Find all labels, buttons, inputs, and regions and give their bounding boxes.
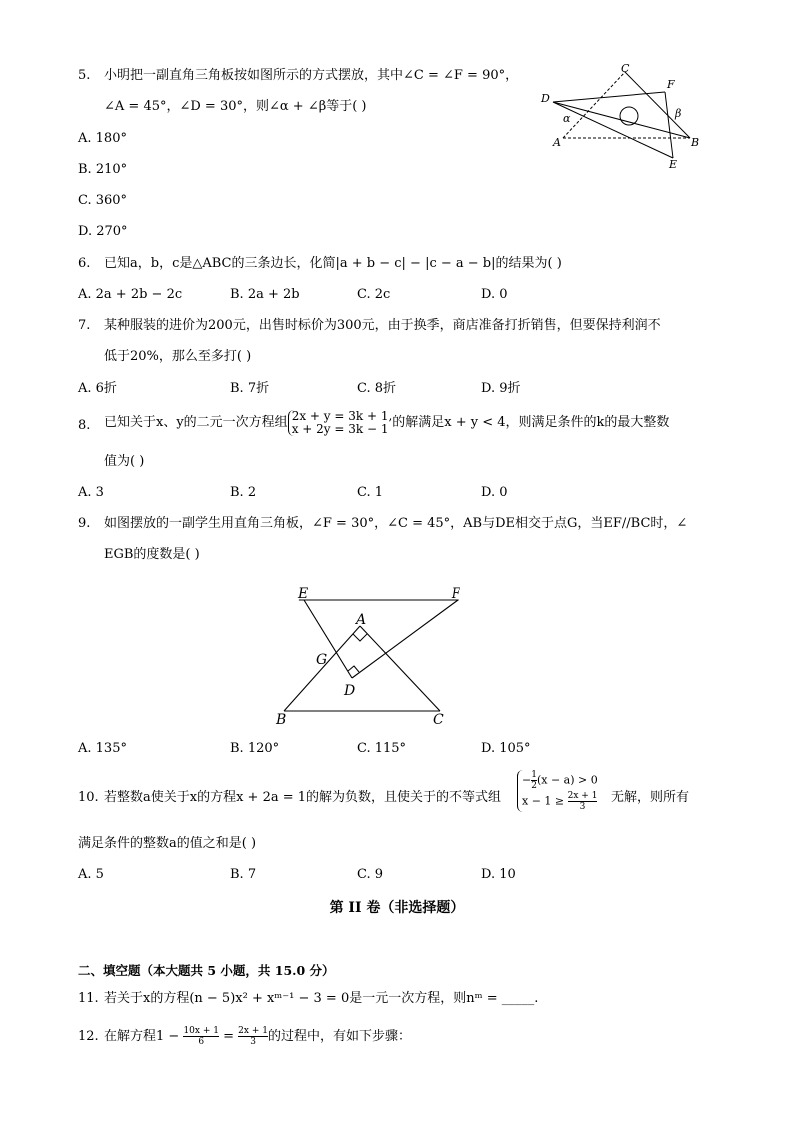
q5-line-c-b — [625, 72, 690, 138]
q12-stem-pre: 在解方程1 − — [104, 1029, 180, 1044]
q9-option-b[interactable]: B. 120° — [230, 741, 280, 756]
q6-stem: 已知a，b，c是△ABC的三条边长，化简|a + b − c| − |c − a − b|的结果为( ) — [104, 256, 562, 271]
q10-inequality-2 — [522, 791, 598, 812]
q7-option-b[interactable]: B. 7折 — [230, 381, 270, 396]
q5-label-alpha: α — [563, 112, 571, 125]
q12-fraction-1 — [183, 1026, 219, 1047]
q10-ineq2-frac-num: 2x + 1 — [567, 791, 598, 801]
q12-number: 12. — [78, 1029, 99, 1044]
q12-stem — [104, 1022, 411, 1052]
q8-option-d[interactable]: D. 0 — [481, 485, 508, 500]
q9-label-f: F — [451, 586, 460, 603]
q12-frac2-num: 2x + 1 — [238, 1026, 268, 1036]
q5-line-f-e — [665, 92, 673, 158]
q10-stem-pre: 若整数a使关于x的方程x + 2a = 1的解为负数，且使关于的不等式组 — [104, 790, 502, 805]
q5-label-c: C — [621, 62, 630, 75]
q6-option-a[interactable]: A. 2a + 2b − 2c — [78, 287, 183, 302]
q9-label-d: D — [344, 683, 356, 699]
q10-ineq1-frac-den: 2 — [531, 781, 537, 791]
q8-number: 8. — [78, 418, 91, 433]
q10-option-d[interactable]: D. 10 — [481, 867, 516, 882]
q5-number: 5. — [78, 68, 91, 83]
q8-stem-line1 — [104, 407, 669, 439]
q5-label-b: B — [691, 136, 700, 149]
q9-option-c[interactable]: C. 115° — [357, 741, 407, 756]
q12-frac1-num: 10x + 1 — [183, 1026, 219, 1036]
q5-line-a-c — [563, 72, 625, 138]
q9-line-d-f — [352, 600, 458, 678]
q10-inequality-1 — [522, 770, 598, 791]
section2-title: 二、填空题（本大题共 5 小题，共 15.0 分） — [78, 963, 335, 978]
q7-option-d[interactable]: D. 9折 — [481, 381, 521, 396]
q9-figure — [270, 582, 460, 732]
q8-option-a[interactable]: A. 3 — [78, 485, 104, 500]
q9-option-d[interactable]: D. 105° — [481, 741, 531, 756]
q12-stem-post: 的过程中，有如下步骤： — [267, 1029, 411, 1044]
q6-option-d[interactable]: D. 0 — [481, 287, 508, 302]
q7-number: 7. — [78, 318, 91, 333]
q8-equation-system — [288, 410, 393, 436]
q9-label-g: G — [316, 652, 328, 668]
q5-label-d: D — [541, 92, 550, 105]
q10-ineq1-post: (x − a) > 0 — [536, 773, 598, 787]
q9-label-c: C — [433, 712, 444, 728]
q9-stem-line2: EGB的度数是( ) — [104, 547, 200, 562]
q10-option-c[interactable]: C. 9 — [357, 867, 384, 882]
q9-right-angle-d — [348, 666, 359, 672]
q10-stem-post: 无解，则所有 — [611, 790, 690, 805]
q10-ineq1-frac-num: 1 — [531, 770, 537, 780]
q9-label-a: A — [356, 612, 367, 628]
q5-label-beta: β — [675, 107, 682, 120]
q5-line-d-f — [553, 92, 665, 102]
q10-ineq2-pre: x − 1 ≥ — [522, 794, 565, 808]
q12-fraction-2 — [238, 1026, 268, 1047]
q7-option-c[interactable]: C. 8折 — [357, 381, 397, 396]
q11-stem: 若关于x的方程(n − 5)x² + xᵐ⁻¹ − 3 = 0是一元一次方程，则nᵐ = _____. — [104, 991, 539, 1006]
q8-stem-post: 的解满足x + y < 4，则满足条件的k的最大整数 — [392, 415, 670, 430]
part2-title: 第 II 卷（非选择题） — [329, 900, 465, 916]
q6-number: 6. — [78, 256, 91, 271]
q5-option-d[interactable]: D. 270° — [78, 224, 128, 239]
q9-line-a-c — [360, 626, 440, 711]
q5-label-f: F — [667, 78, 675, 91]
q8-stem-pre: 已知关于x、y的二元一次方程组 — [104, 415, 288, 430]
q12-frac1-den: 6 — [183, 1036, 219, 1047]
q9-label-e: E — [298, 586, 309, 602]
q11-number: 11. — [78, 991, 99, 1006]
q5-stem-line2: ∠A = 45°，∠D = 30°，则∠α + ∠β等于( ) — [104, 99, 367, 114]
q8-option-b[interactable]: B. 2 — [230, 485, 257, 500]
q5-label-e: E — [669, 158, 678, 171]
q8-equation-1: 2x + y = 3k + 1, — [291, 408, 393, 423]
q8-stem-line2: 值为( ) — [104, 454, 145, 469]
q10-stem-line2: 满足条件的整数a的值之和是( ) — [78, 836, 257, 851]
q12-equals: = — [223, 1029, 235, 1044]
q5-figure — [535, 62, 705, 174]
q7-stem-line2: 低于20%，那么至多打( ) — [104, 349, 252, 364]
q9-label-b: B — [276, 712, 287, 728]
q6-option-b[interactable]: B. 2a + 2b — [230, 287, 300, 302]
q9-right-angle-a — [353, 634, 367, 641]
q5-label-a: A — [553, 136, 561, 149]
q10-inequality-system — [517, 770, 598, 812]
q9-line-e-d — [304, 600, 352, 678]
q8-option-c[interactable]: C. 1 — [357, 485, 384, 500]
q6-option-c[interactable]: C. 2c — [357, 287, 391, 302]
q10-ineq1-sign: − — [522, 773, 532, 787]
q10-option-a[interactable]: A. 5 — [78, 867, 104, 882]
q5-option-a[interactable]: A. 180° — [78, 131, 127, 146]
q10-number: 10. — [78, 790, 99, 805]
q9-option-a[interactable]: A. 135° — [78, 741, 127, 756]
q7-stem-line1: 某种服装的进价为200元，出售时标价为300元，由于换季，商店准备打折销售，但要保持利润不 — [104, 318, 661, 333]
q5-option-c[interactable]: C. 360° — [78, 193, 128, 208]
q9-number: 9. — [78, 516, 91, 531]
q9-stem-line1: 如图摆放的一副学生用直角三角板，∠F = 30°，∠C = 45°，AB与DE相交于点G，当EF//BC时，∠ — [104, 516, 688, 531]
q7-option-a[interactable]: A. 6折 — [78, 381, 117, 396]
q10-ineq2-frac-den: 3 — [568, 801, 598, 812]
q10-ineq2-fraction — [568, 791, 598, 812]
q5-option-b[interactable]: B. 210° — [78, 162, 128, 177]
q5-stem-line1: 小明把一副直角三角板按如图所示的方式摆放，其中∠C = ∠F = 90°， — [104, 68, 519, 83]
q8-equation-2: x + 2y = 3k − 1 — [291, 421, 389, 436]
q12-frac2-den: 3 — [238, 1036, 268, 1047]
q10-option-b[interactable]: B. 7 — [230, 867, 257, 882]
